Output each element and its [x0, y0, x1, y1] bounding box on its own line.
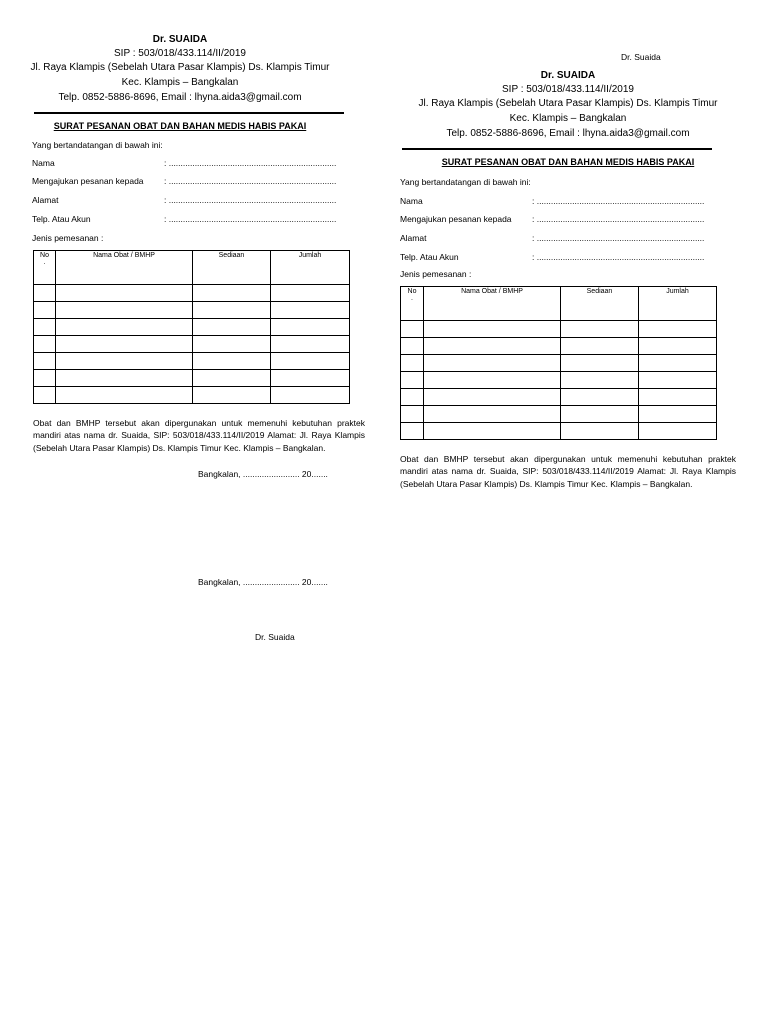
order-items-table — [33, 250, 350, 404]
order-form-left — [12, 0, 365, 1024]
field-label-recipient: Mengajukan pesanan kepada — [400, 214, 512, 224]
header-divider — [34, 112, 344, 114]
column-header-preparation: Sediaan — [193, 251, 271, 285]
table-row[interactable] — [401, 355, 717, 372]
table-row[interactable] — [34, 319, 350, 336]
table-row[interactable] — [401, 389, 717, 406]
order-items-table — [400, 286, 717, 440]
sip-number: SIP : 503/018/433.114/II/2019 — [502, 84, 634, 95]
signature-place-date-repeat: Bangkalan, ........................ 20....... — [198, 577, 328, 587]
field-label-recipient: Mengajukan pesanan kepada — [32, 176, 144, 186]
header-divider — [402, 148, 712, 150]
field-label-address: Alamat — [400, 233, 427, 243]
column-header-quantity: Jumlah — [639, 287, 717, 321]
table-row[interactable] — [34, 285, 350, 302]
doctor-name: Dr. SUAIDA — [152, 34, 208, 45]
address-line-2: Kec. Klampis – Bangkalan — [121, 77, 239, 88]
address-line-2: Kec. Klampis – Bangkalan — [509, 113, 627, 124]
table-row[interactable] — [401, 372, 717, 389]
field-label-address: Alamat — [32, 195, 59, 205]
column-header-item: Nama Obat / BMHP — [56, 251, 193, 285]
field-value-address[interactable]: : ....................................................................... — [532, 233, 705, 243]
table-row[interactable] — [401, 423, 717, 440]
doctor-name: Dr. SUAIDA — [540, 70, 596, 81]
contact-info: Telp. 0852-5886-8696, Email : lhyna.aida3@gmail.com — [58, 92, 302, 103]
table-row[interactable] — [34, 302, 350, 319]
column-header-no: No . — [401, 287, 424, 321]
table-row[interactable] — [401, 338, 717, 355]
order-type-label: Jenis pemesanan : — [400, 269, 472, 279]
column-header-preparation: Sediaan — [561, 287, 639, 321]
field-label-name: Nama — [32, 158, 55, 168]
field-value-name[interactable]: : ....................................................................... — [164, 158, 337, 168]
column-header-quantity: Jumlah — [271, 251, 350, 285]
usage-statement: Obat dan BMHP tersebut akan dipergunakan untuk memenuhi kebutuhan praktek mandiri atas nama dr. Suaida, SIP: 503/018/433.114/II/2019 Alamat: Jl. Raya Klampis (Sebelah Utara Pasar Klampis) Ds. Klampis Timur Kec. Klampis – Bangkalan. — [33, 418, 365, 453]
column-header-item: Nama Obat / BMHP — [424, 287, 561, 321]
field-value-phone[interactable]: : ....................................................................... — [164, 214, 337, 224]
table-header-row — [34, 251, 350, 285]
address-line-1: Jl. Raya Klampis (Sebelah Utara Pasar Klampis) Ds. Klampis Timur — [30, 62, 330, 73]
field-label-phone: Telp. Atau Akun — [400, 252, 459, 262]
table-row[interactable] — [34, 370, 350, 387]
table-row[interactable] — [34, 336, 350, 353]
table-row[interactable] — [401, 321, 717, 338]
intro-text: Yang bertandatangan di bawah ini: — [400, 177, 531, 187]
table-row[interactable] — [34, 353, 350, 370]
order-form-right — [400, 0, 736, 1024]
signature-place-date: Bangkalan, ........................ 20....... — [198, 469, 328, 479]
field-value-recipient[interactable]: : ....................................................................... — [532, 214, 705, 224]
document-title: SURAT PESANAN OBAT DAN BAHAN MEDIS HABIS PAKAI — [441, 157, 695, 167]
field-label-phone: Telp. Atau Akun — [32, 214, 91, 224]
table-header-row — [401, 287, 717, 321]
sip-number: SIP : 503/018/433.114/II/2019 — [114, 48, 246, 59]
field-value-phone[interactable]: : ....................................................................... — [532, 252, 705, 262]
signature-name: Dr. Suaida — [255, 632, 295, 642]
field-value-recipient[interactable]: : ....................................................................... — [164, 176, 337, 186]
field-value-name[interactable]: : ....................................................................... — [532, 196, 705, 206]
column-header-no: No . — [34, 251, 56, 285]
table-row[interactable] — [34, 387, 350, 404]
usage-statement: Obat dan BMHP tersebut akan dipergunakan untuk memenuhi kebutuhan praktek mandiri atas nama dr. Suaida, SIP: 503/018/433.114/II/2019 Alamat: Jl. Raya Klampis (Sebelah Utara Pasar Klampis) Ds. Klampis Timur Kec. Klampis – Bangkalan. — [400, 454, 736, 489]
address-line-1: Jl. Raya Klampis (Sebelah Utara Pasar Klampis) Ds. Klampis Timur — [418, 98, 718, 109]
intro-text: Yang bertandatangan di bawah ini: — [32, 140, 163, 150]
document-title: SURAT PESANAN OBAT DAN BAHAN MEDIS HABIS PAKAI — [53, 121, 307, 131]
contact-info: Telp. 0852-5886-8696, Email : lhyna.aida3@gmail.com — [446, 128, 690, 139]
field-value-address[interactable]: : ....................................................................... — [164, 195, 337, 205]
field-label-name: Nama — [400, 196, 423, 206]
top-right-name: Dr. Suaida — [621, 52, 661, 62]
table-row[interactable] — [401, 406, 717, 423]
order-type-label: Jenis pemesanan : — [32, 233, 104, 243]
